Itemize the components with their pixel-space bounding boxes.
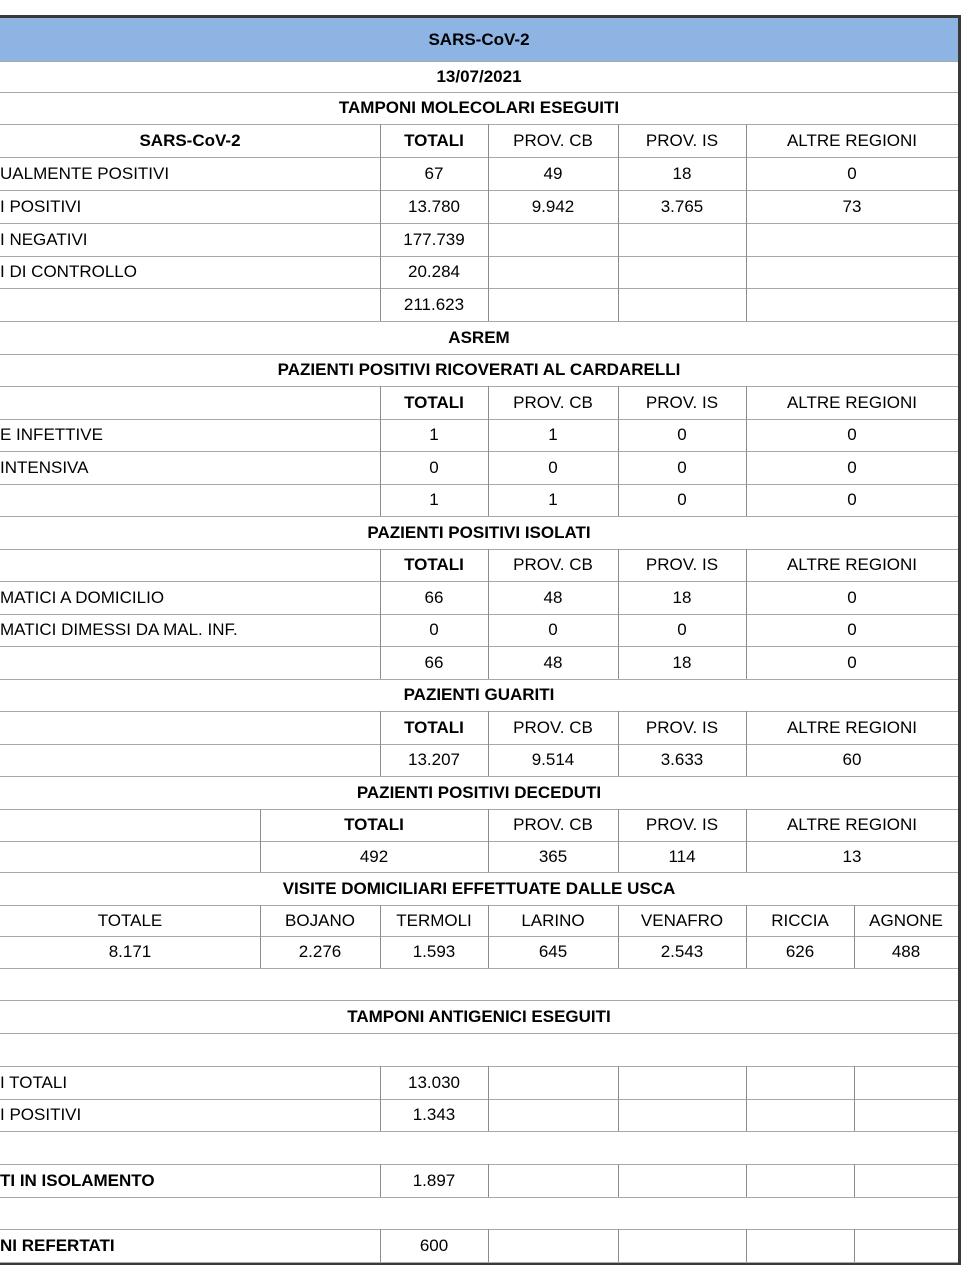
table-cell: 1.897 xyxy=(412,1170,456,1190)
row-label: MATICI DIMESSI DA MAL. INF. xyxy=(0,620,238,639)
grid-vline xyxy=(380,646,381,679)
grid-vline xyxy=(854,1066,855,1099)
table-cell: 1 xyxy=(548,425,558,444)
table-cell: 49 xyxy=(543,163,563,183)
grid-vline xyxy=(618,744,619,776)
grid-vline xyxy=(488,1229,489,1262)
table-cell: 66 xyxy=(424,652,444,672)
table-cell: 0 xyxy=(429,457,439,477)
table-cell: 0 xyxy=(847,163,857,183)
row-label xyxy=(0,646,380,679)
table-cell: 48 xyxy=(543,652,563,672)
col-header: PROV. CB xyxy=(513,717,593,737)
grid-vline xyxy=(746,288,747,321)
table-cell: 1 xyxy=(429,490,439,509)
table-cell: 0 xyxy=(847,652,857,672)
section-title-deceduti: PAZIENTI POSITIVI DECEDUTI xyxy=(356,782,602,802)
table-cell: 1 xyxy=(429,425,439,444)
table-cell: 8.171 xyxy=(108,942,152,961)
grid-vline xyxy=(746,614,747,646)
col-header: TOTALI xyxy=(344,815,404,834)
grid-vline xyxy=(960,15,961,1265)
table-cell: 13.030 xyxy=(408,1072,460,1092)
table-cell: 20.284 xyxy=(408,262,460,281)
grid-vline xyxy=(380,451,381,484)
section-title-guariti: PAZIENTI GUARITI xyxy=(403,685,555,704)
table-cell xyxy=(618,256,746,288)
grid-vline xyxy=(746,1229,747,1262)
col-header: PROV. IS xyxy=(645,392,719,412)
table-cell xyxy=(488,256,618,288)
grid-vline xyxy=(746,646,747,679)
table-cell xyxy=(746,288,958,321)
table-cell: 3.633 xyxy=(660,750,704,769)
grid-vline xyxy=(488,256,489,288)
grid-vline xyxy=(746,581,747,614)
grid-vline xyxy=(618,451,619,484)
grid-vline xyxy=(488,744,489,776)
col-header: PROV. IS xyxy=(645,815,719,834)
grid-vline xyxy=(380,419,381,451)
table-cell: 2.276 xyxy=(298,942,342,961)
grid-vline xyxy=(488,223,489,256)
table-cell xyxy=(618,288,746,321)
grid-vline xyxy=(618,1229,619,1262)
table-cell: 492 xyxy=(359,846,389,866)
grid-vline xyxy=(380,1229,381,1262)
col-header: TERMOLI xyxy=(396,910,472,930)
grid-vline xyxy=(260,905,261,968)
grid-vline xyxy=(618,419,619,451)
table-cell: 48 xyxy=(543,587,563,607)
row-label: I POSITIVI xyxy=(0,196,82,216)
grid-vline xyxy=(618,614,619,646)
table-cell: 66 xyxy=(424,587,444,607)
section-asrem: ASREM xyxy=(448,327,510,347)
col-header: BOJANO xyxy=(285,910,355,930)
grid-vline xyxy=(488,157,489,190)
table-cell: 0 xyxy=(847,425,857,444)
section-title-usca: VISITE DOMICILIARI EFFETTUATE DALLE USCA xyxy=(282,878,676,898)
table-cell: 1.343 xyxy=(412,1105,456,1124)
col-header: AGNONE xyxy=(869,910,943,930)
grid-vline xyxy=(746,124,747,157)
grid-vline xyxy=(746,451,747,484)
table-cell xyxy=(746,223,958,256)
grid-vline xyxy=(618,581,619,614)
grid-vline xyxy=(380,581,381,614)
grid-vline xyxy=(618,1164,619,1197)
col-header: TOTALI xyxy=(404,717,464,737)
sheet-title: SARS-CoV-2 xyxy=(428,29,530,49)
row-label: INTENSIVA xyxy=(0,457,89,477)
table-cell xyxy=(488,223,618,256)
date: 13/07/2021 xyxy=(436,66,522,86)
grid-vline xyxy=(618,124,619,157)
col-header: VENAFRO xyxy=(640,910,724,930)
grid-vline xyxy=(854,1229,855,1262)
grid-vline xyxy=(618,190,619,223)
table-cell: 0 xyxy=(677,490,687,509)
table-cell: 3.765 xyxy=(660,196,704,216)
col-header: ALTRE REGIONI xyxy=(786,392,918,412)
grid-vline xyxy=(618,809,619,872)
col-header: PROV. CB xyxy=(513,392,593,412)
grid-hline xyxy=(0,1131,958,1132)
grid-vline xyxy=(746,157,747,190)
grid-vline xyxy=(746,711,747,744)
section-title-antigenici: TAMPONI ANTIGENICI ESEGUITI xyxy=(347,1006,611,1026)
grid-vline xyxy=(618,646,619,679)
grid-vline xyxy=(380,288,381,321)
grid-vline xyxy=(380,1099,381,1131)
table-cell: 626 xyxy=(785,942,815,961)
table-cell: 0 xyxy=(677,620,687,639)
grid-hline xyxy=(0,1262,958,1263)
grid-vline xyxy=(746,1066,747,1099)
table-cell: 0 xyxy=(548,620,558,639)
section-title-isolati: PAZIENTI POSITIVI ISOLATI xyxy=(367,522,591,542)
grid-vline xyxy=(488,1164,489,1197)
table-cell: 0 xyxy=(847,457,857,477)
grid-vline xyxy=(746,484,747,516)
grid-vline xyxy=(746,386,747,419)
grid-vline xyxy=(854,1164,855,1197)
col-header: PROV. IS xyxy=(645,130,719,150)
grid-vline xyxy=(380,223,381,256)
col-header: PROV. CB xyxy=(513,555,593,574)
grid-vline xyxy=(488,711,489,744)
grid-vline xyxy=(618,905,619,968)
grid-vline xyxy=(380,386,381,419)
grid-vline xyxy=(488,124,489,157)
table-cell: 13 xyxy=(842,846,862,866)
grid-vline xyxy=(746,419,747,451)
grid-vline xyxy=(380,744,381,776)
grid-vline xyxy=(746,256,747,288)
col-header: PROV. IS xyxy=(645,717,719,737)
grid-vline xyxy=(488,484,489,516)
grid-vline xyxy=(618,223,619,256)
table-cell xyxy=(488,288,618,321)
grid-vline xyxy=(380,1066,381,1099)
grid-vline xyxy=(618,711,619,744)
col-header: TOTALE xyxy=(97,910,163,930)
table-cell: 211.623 xyxy=(403,294,465,314)
col-header: ALTRE REGIONI xyxy=(786,717,918,737)
table-cell: 645 xyxy=(538,942,568,961)
row-label: UALMENTE POSITIVI xyxy=(0,163,170,183)
grid-vline xyxy=(380,614,381,646)
grid-hline xyxy=(0,968,958,969)
col-header: ALTRE REGIONI xyxy=(786,815,918,834)
grid-vline xyxy=(618,1099,619,1131)
row-label xyxy=(0,484,380,516)
grid-vline xyxy=(618,386,619,419)
grid-vline xyxy=(380,1164,381,1197)
grid-vline xyxy=(746,223,747,256)
grid-vline xyxy=(746,190,747,223)
col-header: PROV. CB xyxy=(513,130,593,150)
grid-vline xyxy=(746,905,747,968)
row-label xyxy=(0,744,380,776)
table-cell: 114 xyxy=(668,846,696,866)
table-cell: 0 xyxy=(847,587,857,607)
grid-vline xyxy=(488,809,489,872)
row-label: I DI CONTROLLO xyxy=(0,262,137,281)
grid-vline xyxy=(746,1099,747,1131)
col-header: PROV. CB xyxy=(513,815,593,834)
grid-vline xyxy=(488,614,489,646)
col-header: TOTALI xyxy=(404,555,464,574)
row-label: I POSITIVI xyxy=(0,1105,82,1124)
table-cell: 177.739 xyxy=(403,229,465,249)
grid-vline xyxy=(380,711,381,744)
grid-vline xyxy=(618,288,619,321)
grid-vline xyxy=(380,157,381,190)
col-header: ALTRE REGIONI xyxy=(786,130,918,150)
table-cell: 9.942 xyxy=(531,196,575,216)
col-header: ALTRE REGIONI xyxy=(786,555,918,574)
table-cell: 1 xyxy=(548,490,558,509)
table-cell: 18 xyxy=(672,652,692,672)
grid-vline xyxy=(746,549,747,581)
table-cell: 0 xyxy=(847,490,857,509)
grid-vline xyxy=(746,809,747,872)
grid-vline xyxy=(854,905,855,968)
grid-vline xyxy=(488,190,489,223)
grid-vline xyxy=(488,549,489,581)
col-header: TOTALI xyxy=(404,130,464,150)
table-cell: 365 xyxy=(538,846,568,866)
table-cell: 0 xyxy=(429,620,439,639)
table-cell: 13.207 xyxy=(408,750,460,769)
table-cell: 1.593 xyxy=(412,942,456,961)
row-label: MATICI A DOMICILIO xyxy=(0,587,165,607)
grid-vline xyxy=(380,256,381,288)
col-header: LARINO xyxy=(521,910,585,930)
row-label: NI REFERTATI xyxy=(0,1235,115,1255)
table-cell: 60 xyxy=(842,750,862,769)
row-label: TI IN ISOLAMENTO xyxy=(0,1170,155,1190)
grid-vline xyxy=(488,419,489,451)
col-header: PROV. IS xyxy=(645,555,719,574)
table-cell: 18 xyxy=(672,587,692,607)
grid-vline xyxy=(618,484,619,516)
section-title-molecolari: TAMPONI MOLECOLARI ESEGUITI xyxy=(338,98,620,117)
grid-vline xyxy=(380,190,381,223)
grid-hline xyxy=(0,17,961,18)
table-cell: 9.514 xyxy=(531,750,575,769)
table-cell: 0 xyxy=(677,457,687,477)
table-cell: 67 xyxy=(424,163,444,183)
grid-vline xyxy=(488,386,489,419)
table-cell xyxy=(746,256,958,288)
grid-vline xyxy=(618,1066,619,1099)
table-cell: 13.780 xyxy=(408,196,460,216)
grid-vline xyxy=(488,905,489,968)
grid-vline xyxy=(380,124,381,157)
col-header: RICCIA xyxy=(771,910,829,930)
grid-vline xyxy=(746,1164,747,1197)
row-label: I NEGATIVI xyxy=(0,229,88,249)
grid-vline xyxy=(618,256,619,288)
grid-vline xyxy=(488,581,489,614)
row-label: E INFETTIVE xyxy=(0,425,103,444)
grid-vline xyxy=(488,1099,489,1131)
grid-hline xyxy=(0,1033,958,1034)
table-cell: 600 xyxy=(419,1235,449,1255)
grid-vline xyxy=(488,1066,489,1099)
grid-vline xyxy=(380,484,381,516)
grid-vline xyxy=(380,549,381,581)
table-cell: 73 xyxy=(842,196,862,216)
grid-vline xyxy=(854,1099,855,1131)
col-header: TOTALI xyxy=(404,392,464,412)
grid-vline xyxy=(260,809,261,872)
grid-vline xyxy=(488,451,489,484)
grid-hline xyxy=(0,1264,961,1265)
row-label: I TOTALI xyxy=(0,1072,68,1092)
grid-vline xyxy=(380,905,381,968)
table-cell: 0 xyxy=(677,425,687,444)
grid-hline xyxy=(0,1197,958,1198)
grid-vline xyxy=(618,549,619,581)
table-cell: 18 xyxy=(672,163,692,183)
col-header: SARS-CoV-2 xyxy=(139,130,241,150)
grid-vline xyxy=(618,157,619,190)
grid-vline xyxy=(488,288,489,321)
table-cell xyxy=(618,223,746,256)
row-label xyxy=(0,288,380,321)
table-cell: 488 xyxy=(891,942,921,961)
section-title-ricoverati: PAZIENTI POSITIVI RICOVERATI AL CARDARELLI xyxy=(277,360,681,379)
table-cell: 2.543 xyxy=(660,942,704,961)
grid-vline xyxy=(746,744,747,776)
grid-vline xyxy=(488,646,489,679)
table-cell: 0 xyxy=(847,620,857,639)
table-cell: 0 xyxy=(548,457,558,477)
